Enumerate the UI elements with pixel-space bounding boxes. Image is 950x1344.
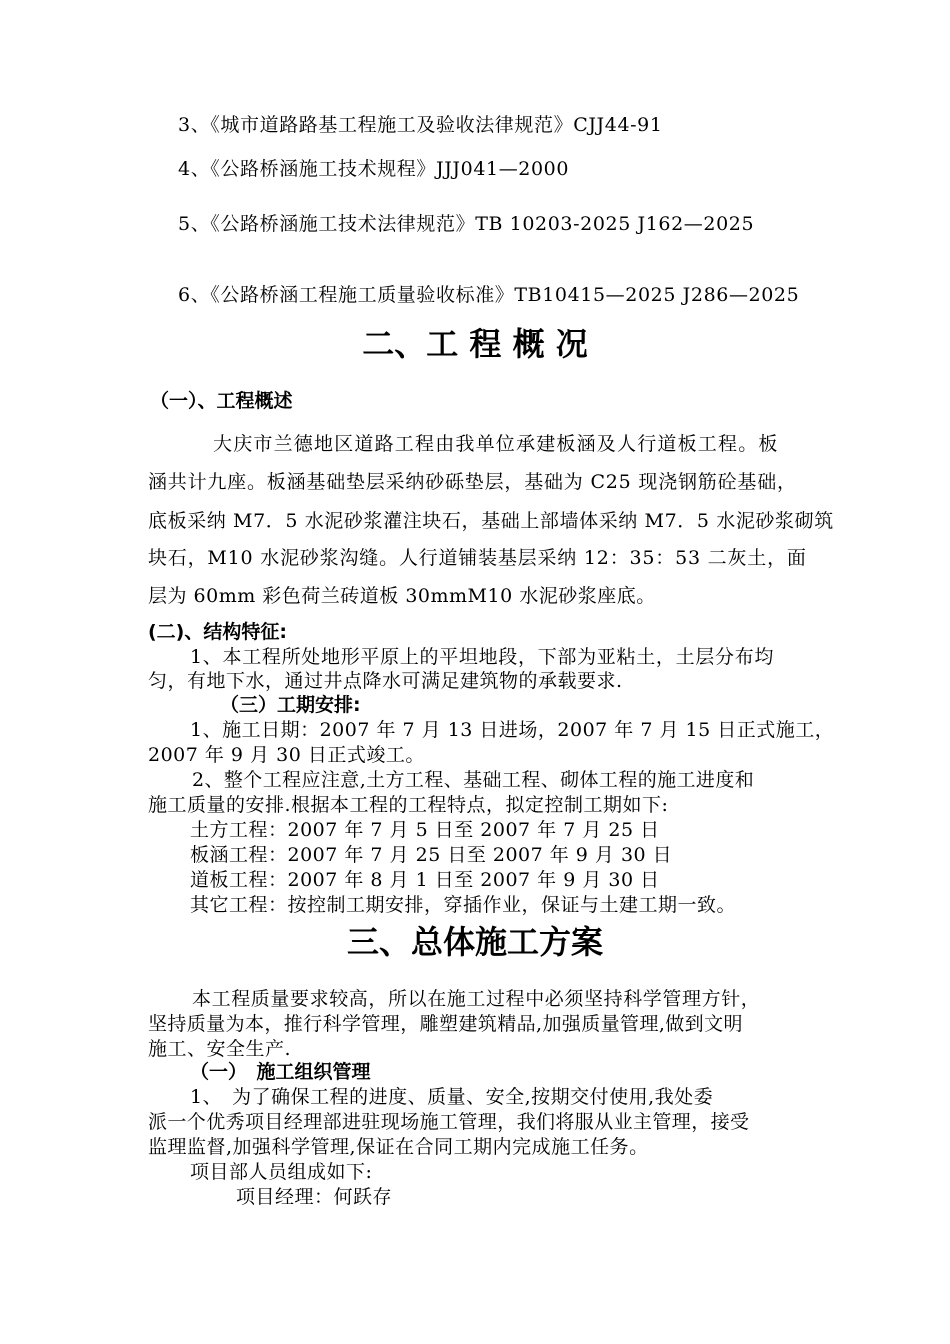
subheading-organization: （一） 施工组织管理 xyxy=(190,1061,371,1083)
schedule-line: 1、施工日期：2007 年 7 月 13 日进场，2007 年 7 月 15 日正式施工， xyxy=(190,719,835,741)
schedule-line: 其它工程：按控制工期安排，穿插作业，保证与土建工期一致。 xyxy=(190,894,737,916)
overview-line: 大庆市兰德地区道路工程由我单位承建板涵及人行道板工程。板 xyxy=(213,433,779,455)
reference-item-6: 6、《公路桥涵工程施工质量验收标准》TB10415—2025 J286—2025 xyxy=(178,284,800,306)
overview-line: 层为 60mm 彩色荷兰砖道板 30mmM10 水泥砂浆座底。 xyxy=(148,585,656,607)
schedule-line: 土方工程：2007 年 7 月 5 日至 2007 年 7 月 25 日 xyxy=(190,819,660,841)
section-heading-construction-plan: 三、总体施工方案 xyxy=(346,923,603,961)
structure-line: 1、本工程所处地形平原上的平坦地段，下部为亚粘土，土层分布均 xyxy=(190,646,775,668)
schedule-line: 施工质量的安排.根据本工程的工程特点，拟定控制工期如下: xyxy=(148,794,669,816)
reference-item-5: 5、《公路桥涵施工技术法律规范》TB 10203-2025 J162—2025 xyxy=(178,213,755,235)
subheading-schedule: （三）工期安排: xyxy=(220,694,361,716)
schedule-line: 2007 年 9 月 30 日正式竣工。 xyxy=(148,744,425,766)
plan-intro-line: 坚持质量为本，推行科学管理，雕塑建筑精品,加强质量管理,做到文明 xyxy=(148,1013,743,1035)
organization-line: 项目经理：何跃存 xyxy=(236,1186,393,1208)
organization-line: 监理监督,加强科学管理,保证在合同工期内完成施工任务。 xyxy=(148,1136,649,1158)
subheading-project-summary: （一）、工程概述 xyxy=(150,390,293,412)
organization-line: 1、 为了确保工程的进度、质量、安全,按期交付使用,我处委 xyxy=(190,1086,714,1108)
overview-line: 涵共计九座。板涵基础垫层采纳砂砾垫层，基础为 C25 现浇钢筋砼基础， xyxy=(148,471,797,493)
organization-line: 派一个优秀项目经理部进驻现场施工管理，我们将服从业主管理，接受 xyxy=(148,1111,750,1133)
overview-line: 块石，M10 水泥砂浆沟缝。人行道铺装基层采纳 12：35：53 二灰土，面 xyxy=(148,547,807,569)
schedule-line: 2、整个工程应注意,土方工程、基础工程、砌体工程的施工进度和 xyxy=(192,769,755,791)
plan-intro-line: 施工、安全生产. xyxy=(148,1038,292,1060)
overview-line: 底板采纳 M7．5 水泥砂浆灌注块石，基础上部墙体采纳 M7．5 水泥砂浆砌筑 xyxy=(148,510,834,532)
section-heading-overview: 二、工 程 概 况 xyxy=(362,325,588,363)
organization-line: 项目部人员组成如下: xyxy=(190,1161,373,1183)
plan-intro-line: 本工程质量要求较高，所以在施工过程中必须坚持科学管理方针， xyxy=(192,988,761,1010)
reference-item-3: 3、《城市道路路基工程施工及验收法律规范》CJJ44-91 xyxy=(178,114,663,136)
subheading-structure: (二)、结构特征: xyxy=(148,621,287,643)
schedule-line: 道板工程：2007 年 8 月 1 日至 2007 年 9 月 30 日 xyxy=(190,869,660,891)
reference-item-4: 4、《公路桥涵施工技术规程》JJJ041—2000 xyxy=(178,158,570,180)
schedule-line: 板涵工程：2007 年 7 月 25 日至 2007 年 9 月 30 日 xyxy=(190,844,673,866)
structure-line: 匀，有地下水，通过井点降水可满足建筑物的承载要求. xyxy=(148,670,623,692)
